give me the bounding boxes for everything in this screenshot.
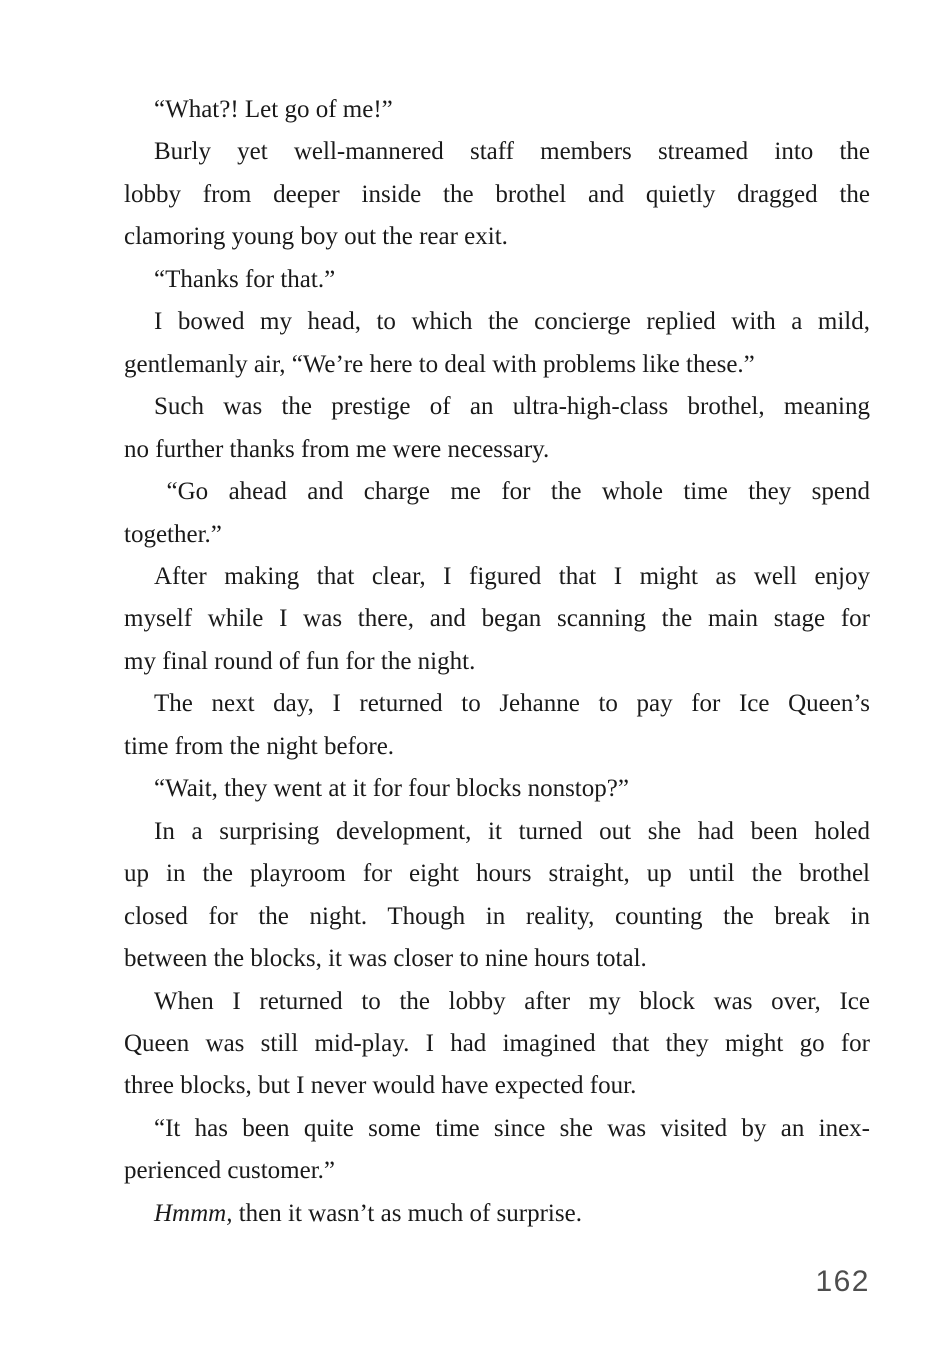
text-column — [124, 89, 870, 1235]
text-line: up in the playroom for eight hours straight, up until the brothel — [124, 860, 870, 888]
text-line: Such was the prestige of an ultra-high-class brothel, meaning — [154, 393, 870, 421]
paragraph — [124, 301, 870, 386]
text-line: lobby from deeper inside the brothel and quietly dragged the — [124, 180, 870, 208]
paragraph — [124, 1108, 870, 1193]
text-line: clamoring young boy out the rear exit. — [124, 223, 508, 251]
paragraph — [124, 683, 870, 768]
text-line: gentlemanly air, “We’re here to deal with problems like these.” — [124, 350, 755, 378]
text-line: no further thanks from me were necessary. — [124, 435, 550, 463]
text-line: my final round of fun for the night. — [124, 647, 476, 675]
text-line: “What?! Let go of me!” — [154, 96, 393, 123]
text-line: After making that clear, I figured that I might as well enjoy — [154, 562, 870, 590]
text-line: myself while I was there, and began scanning the main stage for — [124, 605, 870, 633]
paragraph — [124, 259, 870, 301]
text-line: closed for the night. Though in reality, counting the break in — [124, 902, 870, 930]
text-line: “Go ahead and charge me for the whole time they spend — [154, 478, 870, 506]
italic-text: Hmmm, — [154, 1199, 233, 1227]
text-line: time from the night before. — [124, 732, 395, 760]
text-line: Burly yet well-mannered staff members streamed into the — [154, 138, 870, 166]
text-line: I bowed my head, to which the concierge replied with a mild, — [154, 308, 870, 336]
text-line: In a surprising development, it turned out she had been holed — [154, 817, 870, 845]
text-line: perienced customer.” — [124, 1157, 336, 1185]
paragraph — [124, 131, 870, 258]
text-line: three blocks, but I never would have expected four. — [124, 1072, 637, 1100]
text-line: between the blocks, it was closer to nine hours total. — [124, 945, 647, 973]
paragraph — [124, 981, 870, 1108]
paragraph — [124, 1193, 870, 1235]
paragraph — [124, 768, 870, 810]
paragraph — [124, 556, 870, 683]
text-line: The next day, I returned to Jehanne to pay for Ice Queen’s — [154, 690, 870, 718]
paragraph — [124, 386, 870, 471]
text-line: “Wait, they went at it for four blocks nonstop?” — [154, 775, 629, 803]
text-line: “Thanks for that.” — [154, 265, 336, 293]
paragraph — [124, 811, 870, 981]
text-line: “It has been quite some time since she was visited by an inex- — [154, 1114, 870, 1142]
paragraph — [124, 89, 870, 131]
page-number: 162 — [815, 1265, 870, 1298]
paragraph — [124, 471, 870, 556]
text-line: Queen was still mid-play. I had imagined that they might go for — [124, 1029, 870, 1057]
text-line — [124, 1193, 870, 1235]
text-line: When I returned to the lobby after my block was over, Ice — [154, 987, 870, 1015]
regular-text: then it wasn’t as much of surprise. — [232, 1199, 582, 1227]
text-line: together.” — [124, 520, 222, 548]
